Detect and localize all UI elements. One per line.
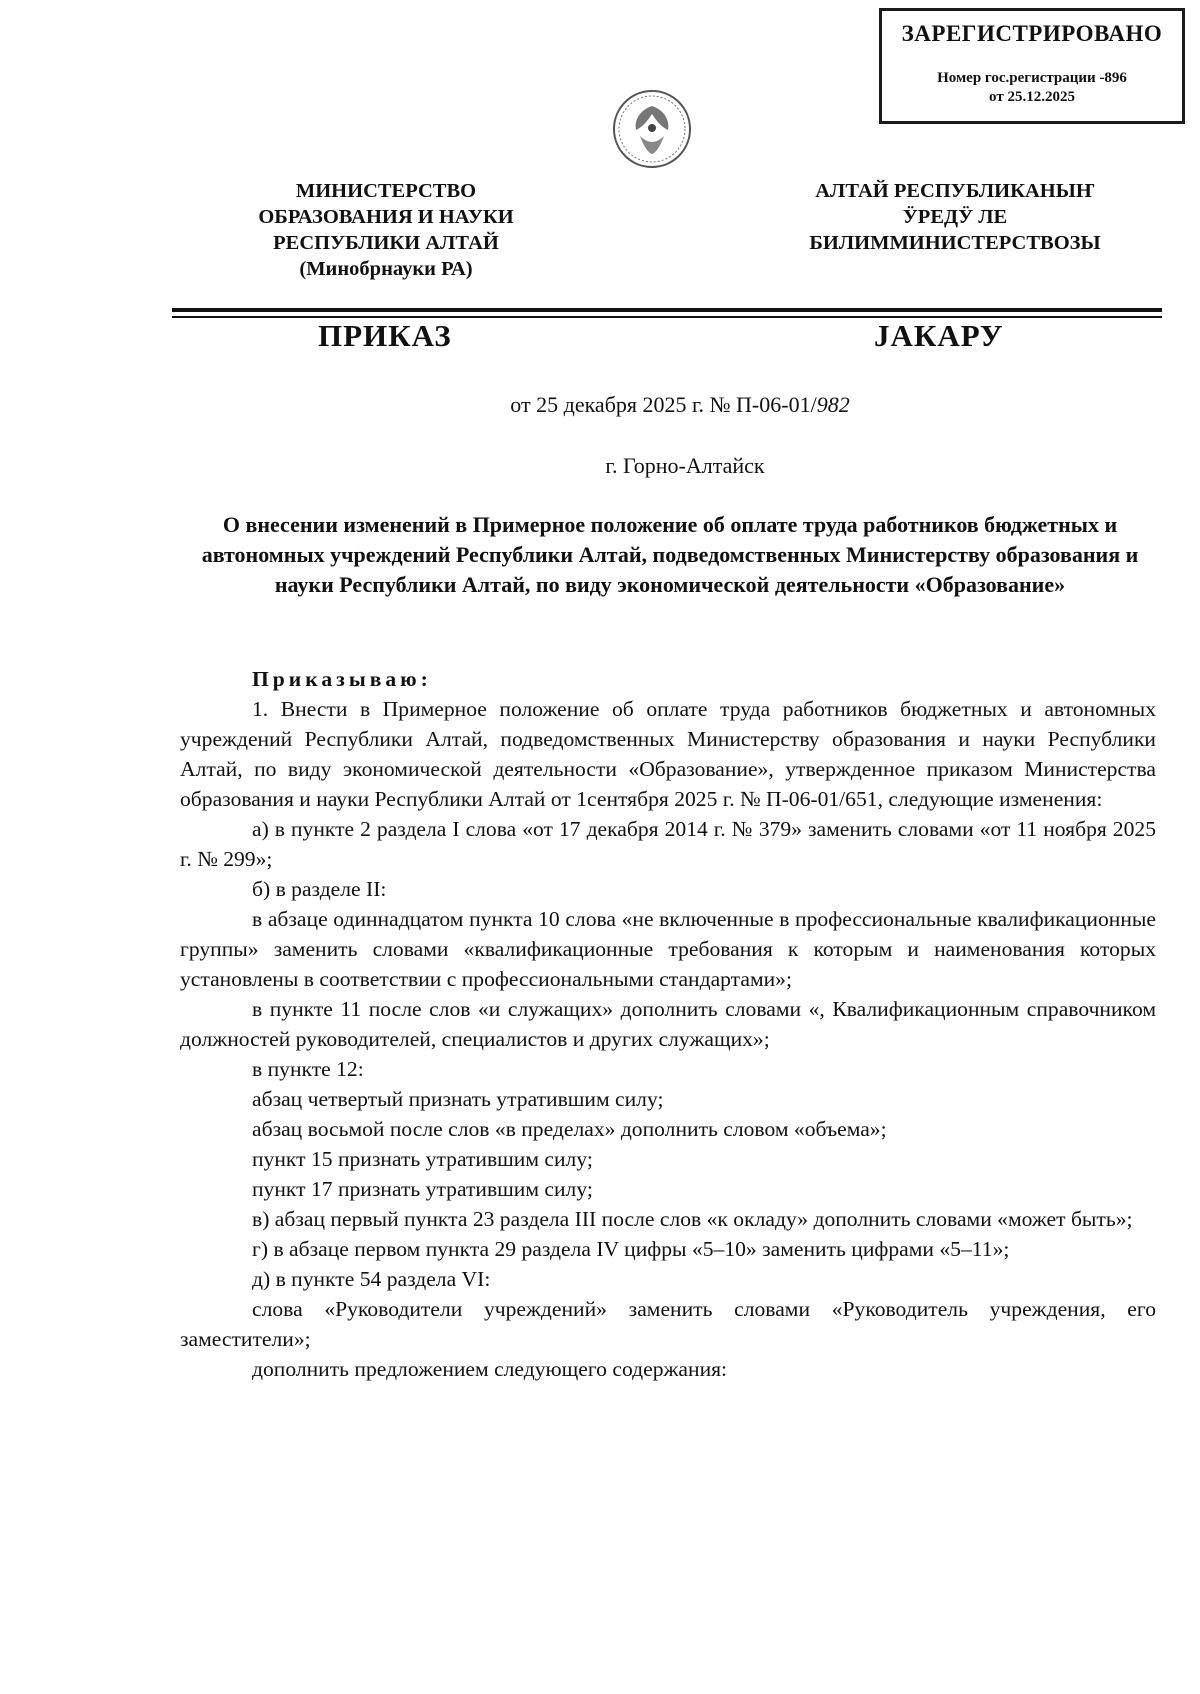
registration-stamp bbox=[879, 8, 1185, 124]
body-paragraph: а) в пункте 2 раздела I слова «от 17 декабря 2014 г. № 379» заменить словами «от 11 ноября 2025 г. № 299»; bbox=[180, 817, 1156, 871]
order-subject: О внесении изменений в Примерное положение об оплате труда работников бюджетных и автономных учреждений Республики Алтай, подведомственных Министерству образования и науки Республики Алтай, по виду экономической деятельности «Образование» bbox=[201, 512, 1139, 597]
ministry-ru-line: ОБРАЗОВАНИЯ И НАУКИ bbox=[258, 206, 514, 228]
ministry-alt-line: БИЛИММИНИСТЕРСТВОЗЫ bbox=[809, 232, 1101, 254]
order-city: г. Горно-Алтайск bbox=[605, 453, 765, 478]
ministry-name-russian bbox=[216, 178, 556, 282]
order-date-number bbox=[0, 392, 1200, 418]
registration-title: ЗАРЕГИСТРИРОВАНО bbox=[901, 21, 1163, 46]
registration-date: от 25.12.2025 bbox=[989, 89, 1075, 105]
order-body bbox=[180, 664, 1156, 1384]
body-paragraph: абзац четвертый признать утратившим силу; bbox=[252, 1087, 664, 1111]
body-paragraph: пункт 15 признать утратившим силу; bbox=[252, 1147, 593, 1171]
ministry-alt-line: ӰРЕДӰ ЛЕ bbox=[902, 206, 1008, 228]
ministry-alt-line: АЛТАЙ РЕСПУБЛИКАНЫҤ bbox=[815, 180, 1095, 202]
ministry-ru-line: МИНИСТЕРСТВО bbox=[295, 180, 477, 202]
body-paragraph: пункт 17 признать утратившим силу; bbox=[252, 1177, 593, 1201]
body-paragraph: дополнить предложением следующего содержания: bbox=[252, 1357, 728, 1381]
body-paragraph: д) в пункте 54 раздела VI: bbox=[252, 1267, 491, 1291]
registration-number: Номер гос.регистрации -896 bbox=[937, 70, 1127, 86]
order-title-altai: ЈАКАРУ bbox=[874, 318, 1004, 353]
body-paragraph: 1. Внести в Примерное положение об оплате труда работников бюджетных и автономных учреждений Республики Алтай, подведомственных Министерству образования и науки Республики Алтай, по виду экономической деятельности «Образование», утвержденное приказом Министерства образования и науки Республики Алтай от 1сентября 2025 г. № П-06-01/651, следующие изменения: bbox=[180, 697, 1156, 811]
order-date-text: от 25 декабря 2025 г. № П-06-01/ bbox=[510, 392, 817, 417]
order-lead: Приказываю: bbox=[252, 667, 432, 691]
body-paragraph: в пункте 11 после слов «и служащих» дополнить словами «, Квалификационным справочником должностей руководителей, специалистов и других служащих»; bbox=[180, 997, 1156, 1051]
body-paragraph: в абзаце одиннадцатом пункта 10 слова «не включенные в профессиональные квалификационные группы» заменить словами «квалификационные требования к которым и наименования которых установлены в соответствии с профессиональными стандартами»; bbox=[180, 907, 1156, 991]
body-paragraph: б) в разделе II: bbox=[252, 877, 387, 901]
body-paragraph: в) абзац первый пункта 23 раздела III после слов «к окладу» дополнить словами «может быть»; bbox=[252, 1207, 1133, 1231]
ministry-ru-line: РЕСПУБЛИКИ АЛТАЙ bbox=[273, 232, 499, 254]
body-paragraph: слова «Руководители учреждений» заменить словами «Руководитель учреждения, его заместители»; bbox=[180, 1297, 1156, 1351]
body-paragraph: г) в абзаце первом пункта 29 раздела IV цифры «5–10» заменить цифрами «5–11»; bbox=[252, 1237, 1010, 1261]
handwritten-order-number: 982 bbox=[816, 392, 850, 417]
ministry-ru-line: (Минобрнауки РА) bbox=[299, 258, 473, 280]
body-paragraph: абзац восьмой после слов «в пределах» дополнить словом «объема»; bbox=[252, 1117, 887, 1141]
body-paragraph: в пункте 12: bbox=[252, 1057, 364, 1081]
ministry-name-altai bbox=[765, 178, 1145, 256]
coat-of-arms-emblem-icon bbox=[610, 86, 694, 172]
header-divider bbox=[172, 308, 1162, 312]
order-title-russian: ПРИКАЗ bbox=[318, 318, 452, 353]
